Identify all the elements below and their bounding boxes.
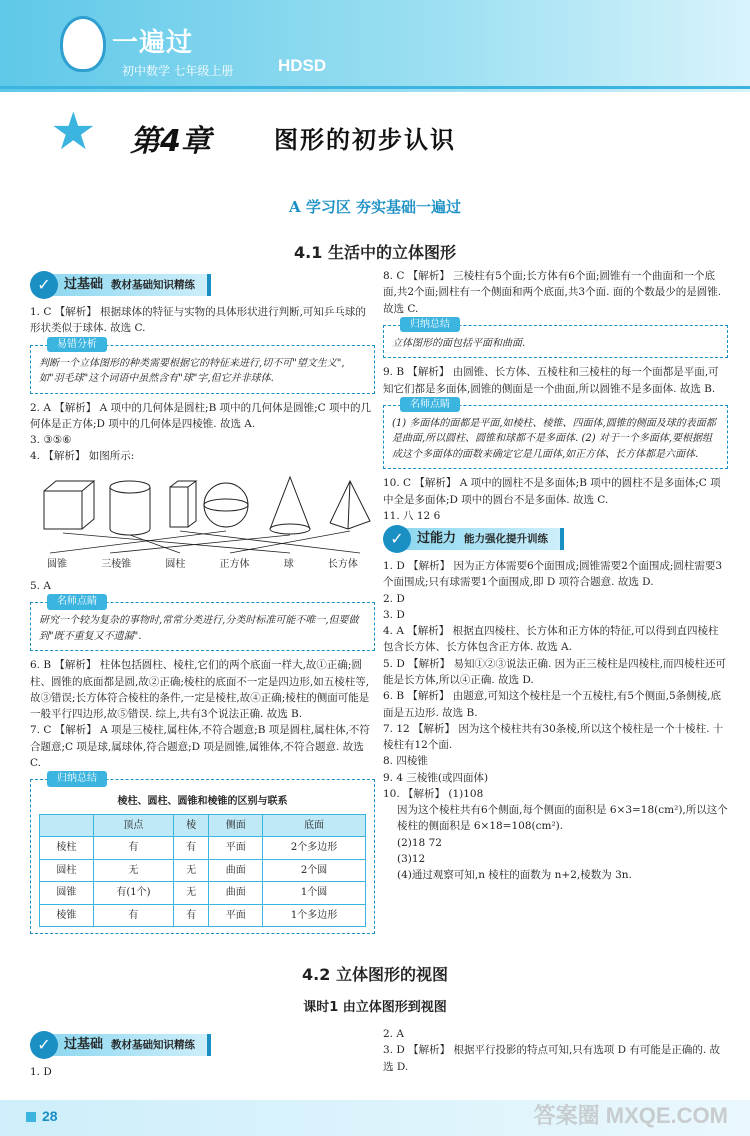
ability-answer-10: 10. 【解析】 (1)108 [383, 787, 484, 800]
table-row: 圆锥 有(1个) 无 曲面 1个圆 [40, 882, 366, 905]
table-row: 棱柱 有 有 平面 2个多边形 [40, 837, 366, 860]
box-text: 判断一个立体图形的种类需要根据它的特征来进行,切不可"望文生义",如"羽毛球"这个词语中虽然含有"球"字,但它并非球体. [39, 357, 345, 385]
box-title: 名师点睛 [400, 397, 460, 413]
section-4-2-title: 4.2 立体图形的视图 [302, 965, 448, 984]
shape-label: 圆柱 [165, 558, 186, 570]
shape-label: 长方体 [327, 558, 358, 570]
answer-11: 11. 八 12 6 [383, 509, 441, 522]
answer-2: 2. A 【解析】 A 项中的几何体是圆柱;B 项中的几何体是圆锥;C 项中的几何体是正方体;D 项中的几何体是四棱锥. 故选 A. [30, 401, 372, 430]
shape-label: 三棱锥 [101, 558, 132, 570]
lesson-title: 课时1 由立体图形到视图 [303, 1000, 447, 1015]
table-row: 棱锥 有 有 平面 1个多边形 [40, 904, 366, 927]
chapter-number: 第4章 [130, 124, 211, 159]
shape-label: 正方体 [219, 558, 250, 570]
check-icon: ✓ [383, 525, 411, 553]
right-column [383, 268, 728, 883]
summary-box [30, 773, 375, 934]
solid-shapes-figure [30, 471, 375, 555]
badge-title: 过基础 [64, 1036, 104, 1052]
book-subtitle: 初中数学 七年级上册 [122, 64, 234, 78]
ability-answer-8: 8. 四棱锥 [383, 755, 428, 768]
box-text: 研究一个较为复杂的事物时,常常分类进行,分类时标准可能不唯一,但要做到"既不重复又不遗漏". [39, 615, 359, 642]
summary-box [383, 318, 728, 359]
section-a-title: A 学习区 夯实基础一遍过 [288, 198, 462, 216]
answer-8: 8. C 【解析】 三棱柱有5个面;长方体有6个面;圆锥有一个曲面和一个底面,共2个面;圆柱有一个侧面和两个底面,共3个面. 面的个数最少的是圆锥. 故选 C. [383, 270, 722, 315]
bottom-left [30, 1030, 375, 1080]
badge-title: 过基础 [64, 276, 104, 292]
balloon-icon [60, 16, 106, 72]
bottom-right [383, 1026, 728, 1075]
box-title: 名师点睛 [47, 594, 107, 610]
ability-answer-10-part3: (3)12 [397, 852, 426, 865]
sphere-shape [204, 483, 248, 527]
watermark: 答案圈 MXQE.COM [533, 1103, 728, 1128]
answer-10: 10. C 【解析】 A 项中的圆柱不是多面体;B 项中的圆柱不是多面体;C 项中全是多面体;D 项中的圆台不是多面体. 故选 C. [383, 477, 721, 506]
answer-3: 3. D 【解析】 根据平行投影的特点可知,只有选项 D 有可能是正确的. 故选 D. [383, 1044, 721, 1073]
answer-6: 6. B 【解析】 柱体包括圆柱、棱柱,它们的两个底面一样大,故①正确;圆柱、圆锥的底面都是圆,故②正确;棱柱的底面不一定是四边形,如五棱柱等,故③错误;长方体符合棱柱的条件,一定是棱柱,故④正确;棱柱的侧面可能是一般平行四边形,故⑤错误. 综上,共有3个说法正确. 故选 B. [30, 659, 370, 721]
page-number: 28 [42, 1108, 58, 1124]
error-analysis-box [30, 338, 375, 394]
comparison-table [39, 814, 366, 928]
cube-shape [44, 481, 94, 529]
badge-subtitle: 教材基础知识精练 [111, 278, 196, 291]
header-banner [0, 0, 750, 92]
box-text: 立体图形的面包括平面和曲面. [392, 337, 526, 349]
prism-shape [170, 481, 196, 527]
answer-7: 7. C 【解析】 A 项是三棱柱,属柱体,不符合题意;B 项是圆柱,属柱体,不符合题意;C 项是球,属球体,符合题意;D 项是圆锥,属锥体,不符合题意. 故选 C. [30, 724, 370, 769]
matching-lines [50, 531, 360, 553]
teacher-tip-box [30, 596, 375, 651]
badge-subtitle: 教材基础知识精练 [111, 1038, 196, 1051]
edition-code: HDSD [278, 56, 327, 75]
ability-answer-4: 4. A 【解析】 根据直四棱柱、长方体和正方体的特征,可以得到直四棱柱包含长方体、长方体包含正方体. 故选 A. [383, 625, 719, 654]
ability-answer-10-part2: (2)18 72 [397, 836, 442, 849]
star-icon: ★ [50, 102, 97, 162]
ability-answer-1: 1. D 【解析】 因为正方体需要6个面围成;圆锥需要2个面围成;圆柱需要3个面围成;只有球需要1个面围成,即 D 项符合题意. 故选 D. [383, 560, 723, 589]
ability-answer-6: 6. B 【解析】 由题意,可知这个棱柱是一个五棱柱,有5个侧面,5条侧棱,底面是五边形. 故选 B. [383, 690, 721, 719]
answer-3: 3. ③⑤⑥ [30, 434, 72, 447]
answer-1: 1. D [30, 1066, 52, 1078]
box-title: 归纳总结 [47, 771, 107, 787]
check-icon: ✓ [30, 1031, 58, 1059]
answer-2: 2. A [383, 1028, 404, 1040]
answer-9: 9. B 【解析】 由圆锥、长方体、五棱柱和三棱柱的每一个面都是平面,可知它们都是多面体,圆锥的侧面是一个曲面,所以圆锥不是多面体. 故选 B. [383, 366, 719, 395]
answer-5: 5. A [30, 580, 51, 593]
basic-badge [30, 270, 375, 300]
ability-answer-7: 7. 12 【解析】 因为这个棱柱共有30条棱,所以这个棱柱是一个十棱柱. 十棱柱有12个面. [383, 722, 724, 752]
ability-answer-9: 9. 4 三棱锥(或四面体) [383, 771, 489, 784]
ability-answer-2: 2. D [383, 592, 405, 605]
shapes-svg [30, 471, 375, 555]
basic-badge [30, 1030, 375, 1060]
ability-badge [383, 524, 728, 554]
header-divider [0, 86, 750, 89]
box-title: 易错分析 [47, 337, 107, 353]
ability-answer-5: 5. D 【解析】 易知①②③说法正确. 因为正三棱柱是四棱柱,而四棱柱还可能是长方体,所以④正确. 故选 D. [383, 657, 726, 686]
table-row: 圆柱 无 无 曲面 2个圆 [40, 859, 366, 882]
check-icon: ✓ [30, 271, 58, 299]
logo-text: 一遍过 [112, 27, 194, 57]
badge-subtitle: 能力强化提升训练 [464, 532, 549, 545]
ability-answer-10-part4: (4)通过观察可知,n 棱柱的面数为 n+2,棱数为 3n. [397, 869, 632, 882]
shape-labels [30, 557, 375, 573]
table-title: 棱柱、圆柱、圆锥和棱锥的区别与联系 [117, 796, 288, 808]
ability-answer-3: 3. D [383, 608, 405, 621]
teacher-tip-box [383, 398, 728, 470]
shape-label: 圆锥 [47, 558, 68, 570]
answer-1: 1. C 【解析】 根据球体的特征与实物的具体形状进行判断,可知乒乓球的形状类似于球体. 故选 C. [30, 306, 366, 335]
table-header: 顶点 棱 侧面 底面 [40, 814, 366, 837]
chapter-title: 图形的初步认识 [274, 126, 456, 154]
cone-shape [270, 477, 310, 534]
box-text: (1) 多面体的面都是平面,如棱柱、棱锥、四面体,圆锥的侧面及球的表面都是曲面,所以圆柱、圆锥和球都不是多面体. (2) 对于一个多面体,要根据组成这个多面体的面数来确定它是几面体,如正方体、长方体都是六面体. [392, 417, 716, 460]
chapter-badge [50, 102, 240, 162]
pyramid-shape [330, 481, 370, 529]
page-marker-icon [26, 1112, 36, 1122]
answer-4: 4. 【解析】 如图所示: [30, 450, 135, 463]
badge-title: 过能力 [417, 531, 457, 547]
left-column [30, 270, 375, 940]
section-4-1-title: 4.1 生活中的立体图形 [294, 243, 456, 262]
cylinder-shape [110, 481, 150, 535]
ability-answer-10-detail: 因为这个棱柱共有6个侧面,每个侧面的面积是 6×3=18(cm²),所以这个棱柱的侧面积是 6×18=108(cm²). [397, 804, 728, 833]
shape-label: 球 [283, 558, 294, 570]
box-title: 归纳总结 [400, 317, 460, 333]
